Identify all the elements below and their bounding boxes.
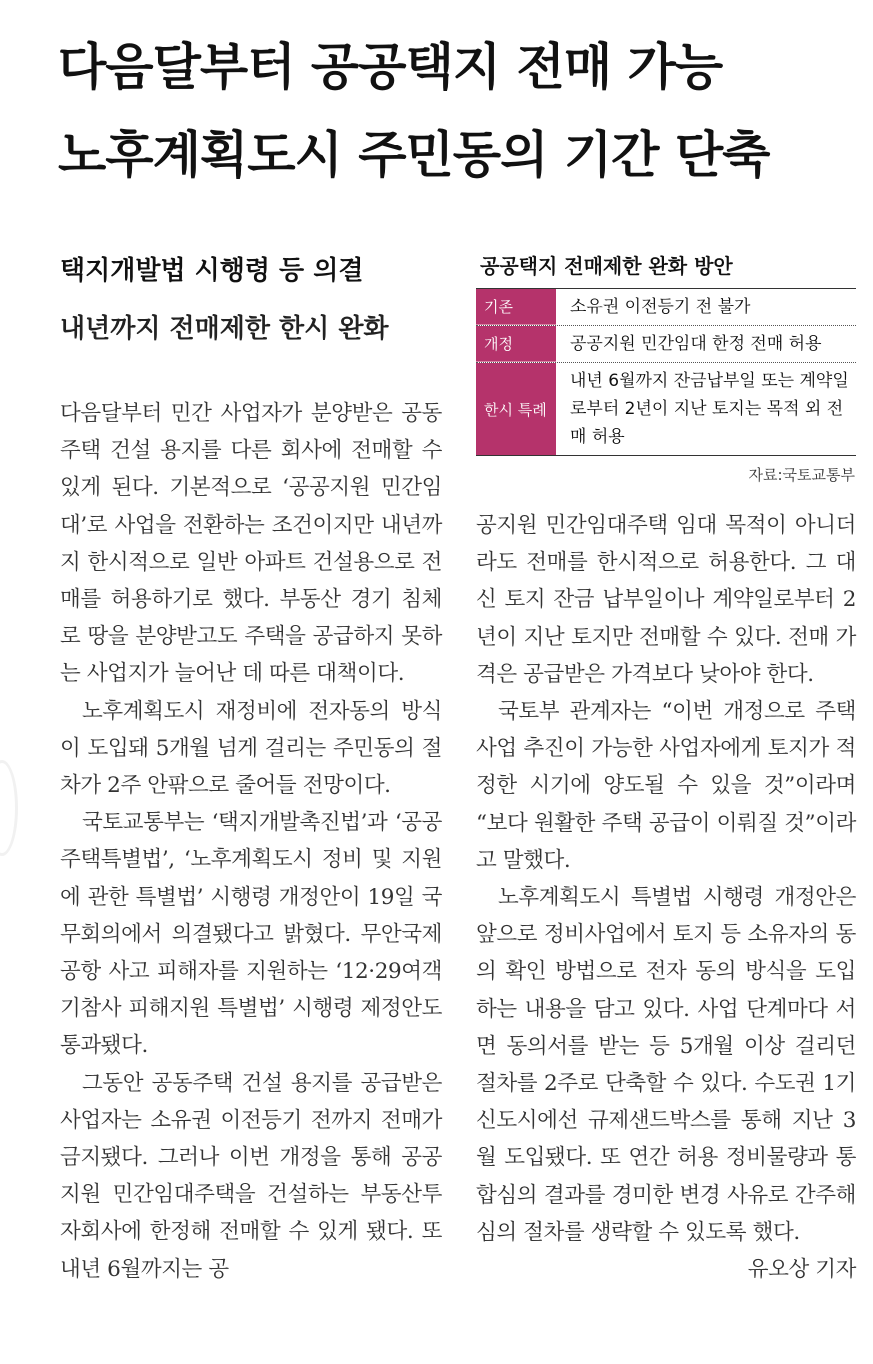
article-paragraph: 공지원 민간임대주택 임대 목적이 아니더라도 전매를 한시적으로 허용한다. 그 대신 토지 잔금 납부일이나 계약일로부터 2년이 지난 토지만 전매할 수 있다. 전매 가격은 공급받은 가격보다 낮아야 한다. [476,513,856,687]
infobox-key: 한시 특례 [476,363,556,455]
watermark-mark [0,760,18,856]
infobox-row-revision [476,326,856,363]
subheadline-secondary: 내년까지 전매제한 한시 완화 [60,314,389,344]
infobox-source: 자료:국토교통부 [748,466,855,484]
subheadline-primary: 택지개발법 시행령 등 의결 [60,256,364,286]
article-paragraph: 그동안 공동주택 건설 용지를 공급받은 사업자는 소유권 이전등기 전까지 전매가 금지됐다. 그러나 이번 개정을 통해 공공지원 민간임대주택을 건설하는 부동산투자회사에 한정해 전매할 수 있게 됐다. 또 내년 6월까지는 공 [60,1070,442,1282]
article-column-right [476,507,856,1288]
article-column-left [60,395,442,1288]
infobox-row-temporary [476,363,856,455]
article-paragraph: 노후계획도시 재정비에 전자동의 방식이 도입돼 5개월 넘게 걸리는 주민동의 절차가 2주 안팎으로 줄어들 전망이다. [60,698,442,799]
article-paragraph: 다음달부터 민간 사업자가 분양받은 공동주택 건설 용지를 다른 회사에 전매할 수 있게 된다. 기본적으로 ‘공공지원 민간임대’로 사업을 전환하는 조건이지만 내년까지 한시적으로 일반 아파트 건설용으로 전매를 허용하기로 했다. 부동산 경기 침체로 땅을 분양받고도 주택을 공급하지 못하는 사업지가 늘어난 데 따른 대책이다. [60,401,442,687]
byline: 유오상 기자 [747,1257,856,1283]
article-paragraph: 국토교통부는 ‘택지개발촉진법’과 ‘공공주택특별법’, ‘노후계획도시 정비 및 지원에 관한 특별법’ 시행령 개정안이 19일 국무회의에서 의결됐다고 밝혔다. 무안국제공항 사고 피해자를 지원하는 ‘12·29여객기참사 피해지원 특별법’ 시행령 제정안도 통과됐다. [60,810,442,1059]
article-paragraph-last [476,879,856,1283]
headline-line-2: 노후계획도시 주민동의 기간 단축 [58,126,770,184]
article-paragraph-text: 노후계획도시 특별법 시행령 개정안은 앞으로 정비사업에서 토지 등 소유자의 동의 확인 방법으로 전자 동의 방식을 도입하는 내용을 담고 있다. 사업 단계마다 서면 동의서를 받는 등 5개월 이상 걸리던 절차를 2주로 단축할 수 있다. 수도권 1기 신도시에선 규제샌드박스를 통해 지난 3월 도입됐다. 또 연간 허용 정비물량과 통합심의 결과를 경미한 변경 사유로 간주해 심의 절차를 생략할 수 있도록 했다. [476,885,856,1245]
article-paragraph: 국토부 관계자는 “이번 개정으로 주택사업 추진이 가능한 사업자에게 토지가 적정한 시기에 양도될 수 있을 것”이라며 “보다 원활한 주택 공급이 이뤄질 것”이라고 말했다. [476,699,856,873]
infobox-value: 공공지원 민간임대 한정 전매 허용 [570,334,822,354]
infobox-table [476,288,856,456]
infobox-value: 소유권 이전등기 전 불가 [570,297,751,317]
infobox-row-existing [476,289,856,326]
infobox-key: 기존 [476,289,556,325]
infobox-title: 공공택지 전매제한 완화 방안 [480,254,733,278]
infobox-key: 개정 [476,326,556,362]
infobox-value: 내년 6월까지 잔금납부일 또는 계약일로부터 2년이 지난 토지는 목적 외 전매 허용 [570,371,849,447]
headline-line-1: 다음달부터 공공택지 전매 가능 [58,38,723,96]
